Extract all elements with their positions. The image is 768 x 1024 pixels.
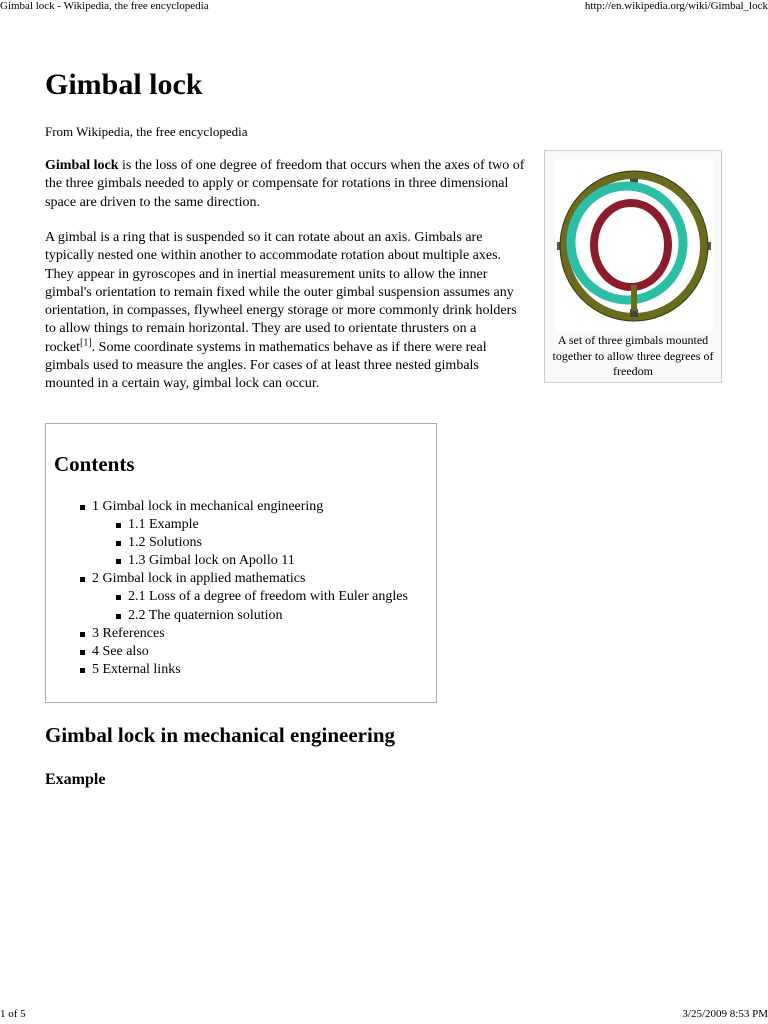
toc-subitem-label[interactable]: 1.3 Gimbal lock on Apollo 11 xyxy=(128,553,295,569)
table-of-contents xyxy=(45,423,437,703)
toc-subitem[interactable] xyxy=(116,552,408,570)
intro-text: is the loss of one degree of freedom that occurs when the axes of two of the three gimbals needed to apply or compensate for rotations in three dimensional space are driven to the same direction. xyxy=(45,158,525,210)
site-sub: From Wikipedia, the free encyclopedia xyxy=(45,124,248,139)
toc-title: Contents xyxy=(54,452,135,476)
toc-item[interactable] xyxy=(80,498,408,570)
print-header-title: Gimbal lock - Wikipedia, the free encyclopedia xyxy=(0,0,209,12)
toc-subitem[interactable] xyxy=(116,534,408,552)
toc-item-label[interactable]: 1 Gimbal lock in mechanical engineering xyxy=(92,499,324,514)
reference-link[interactable]: [1] xyxy=(79,337,92,349)
toc-subitem-label[interactable]: 1.1 Example xyxy=(128,517,199,533)
toc-subitem[interactable] xyxy=(116,588,408,606)
print-footer-page: 1 of 5 xyxy=(0,1008,26,1020)
toc-item[interactable] xyxy=(80,643,408,661)
page-title: Gimbal lock xyxy=(45,68,203,101)
inner-gimbal-ring xyxy=(594,203,668,287)
intro-paragraph-1 xyxy=(45,157,525,212)
toc-subitem[interactable] xyxy=(116,607,408,625)
toc-item-label[interactable]: 5 External links xyxy=(92,661,181,677)
toc-subitem-label[interactable]: 2.2 The quaternion solution xyxy=(128,607,283,623)
toc-item[interactable] xyxy=(80,625,408,643)
toc-item[interactable] xyxy=(80,661,408,679)
paragraph-text-before-ref: A gimbal is a ring that is suspended so it can rotate about an axis. Gimbals are typically nested one within another to accommodate rotation about multiple axes. They appear in gyroscopes and in inertial measurement units to allow the inner gimbal's orientation to remain fixed while the outer gimbal suspension assumes any orientation, in compasses, flywheel energy storage or more commonly drink holders to allow things to remain horizontal. They are used to orientate thrusters on a rocket xyxy=(45,230,517,355)
figure-thumbnail xyxy=(544,150,722,383)
print-header-url: http://en.wikipedia.org/wiki/Gimbal_lock xyxy=(584,0,768,12)
intro-paragraph-2 xyxy=(45,229,525,394)
section-heading: Gimbal lock in mechanical engineering xyxy=(45,723,395,747)
intro-bold-term: Gimbal lock xyxy=(45,158,119,173)
toc-item[interactable] xyxy=(80,570,408,624)
toc-subitem-label[interactable]: 2.1 Loss of a degree of freedom with Euler angles xyxy=(128,589,408,605)
toc-item-label[interactable]: 2 Gimbal lock in applied mathematics xyxy=(92,571,306,587)
toc-item-label[interactable]: 4 See also xyxy=(92,643,149,659)
toc-subitem[interactable] xyxy=(116,516,408,534)
figure-caption: A set of three gimbals mounted together to allow three degrees of freedom xyxy=(552,333,714,378)
print-footer-datetime: 3/25/2009 8:53 PM xyxy=(682,1008,768,1020)
toc-item-label[interactable]: 3 References xyxy=(92,625,165,641)
subsection-heading: Example xyxy=(45,771,106,788)
gimbal-image[interactable] xyxy=(555,159,713,331)
toc-subitem-label[interactable]: 1.2 Solutions xyxy=(128,535,202,551)
toc-list xyxy=(80,498,408,679)
paragraph-text-after-ref: . Some coordinate systems in mathematics behave as if there were real gimbals used to measure the angles. For cases of at least three nested gimbals mounted in a certain way, gimbal lock can occur. xyxy=(45,339,487,392)
